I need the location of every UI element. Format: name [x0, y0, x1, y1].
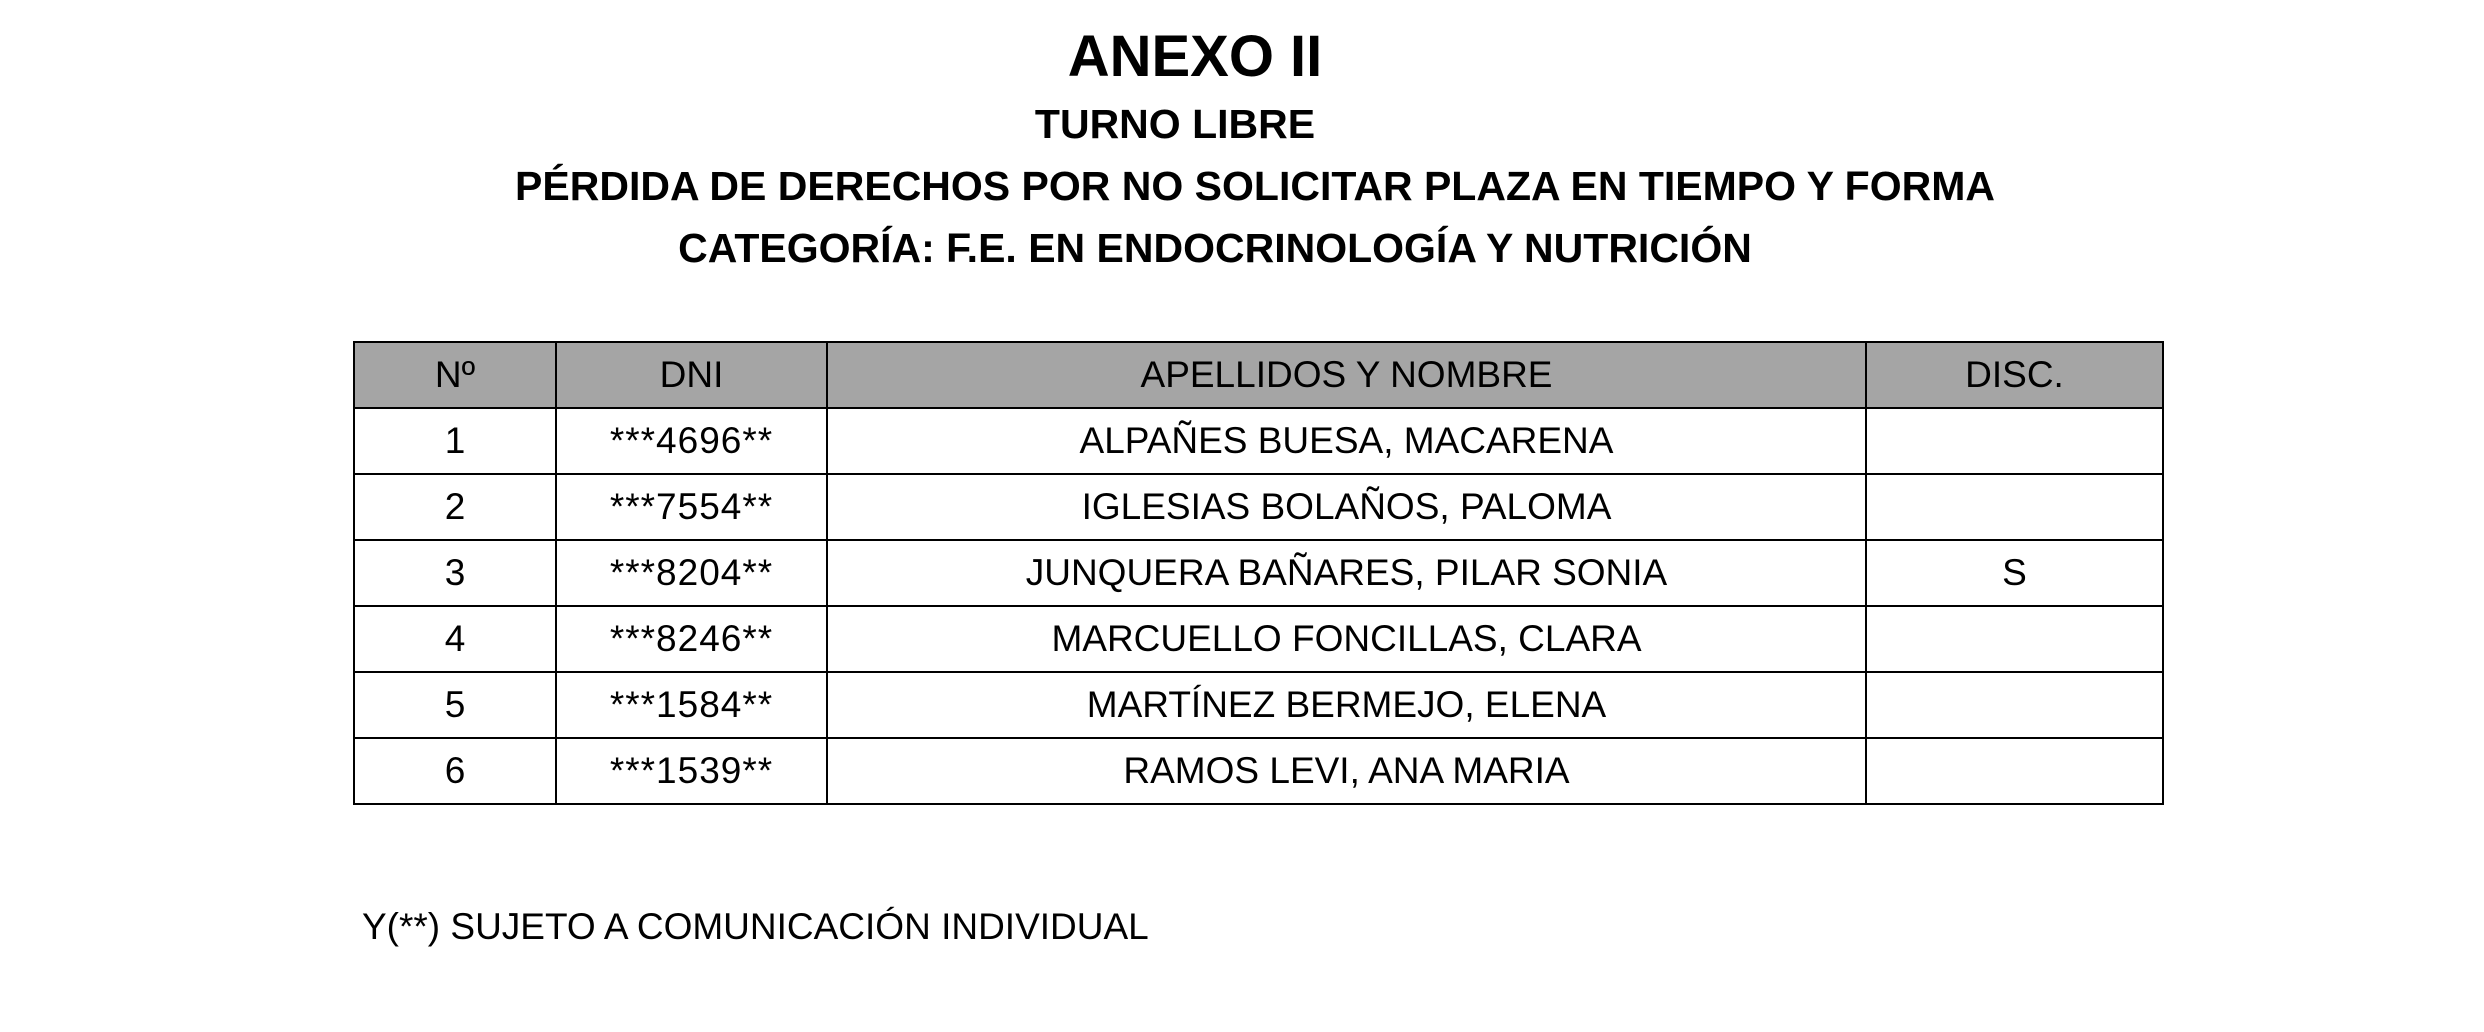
cell-disc — [1866, 606, 2163, 672]
column-header-num: Nº — [354, 342, 556, 408]
cell-dni: ***4696** — [556, 408, 827, 474]
cell-num: 2 — [354, 474, 556, 540]
motivo-subtitle: PÉRDIDA DE DERECHOS POR NO SOLICITAR PLAZA EN TIEMPO Y FORMA — [515, 163, 1995, 209]
footnote: Y(**) SUJETO A COMUNICACIÓN INDIVIDUAL — [362, 906, 1149, 947]
table-row — [354, 540, 2163, 606]
cell-dni: ***1539** — [556, 738, 827, 804]
cell-nombre: ALPAÑES BUESA, MACARENA — [827, 408, 1866, 474]
cell-disc: S — [1866, 540, 2163, 606]
cell-num: 4 — [354, 606, 556, 672]
column-header-nombre: APELLIDOS Y NOMBRE — [827, 342, 1866, 408]
cell-disc — [1866, 474, 2163, 540]
cell-nombre: MARCUELLO FONCILLAS, CLARA — [827, 606, 1866, 672]
cell-disc — [1866, 408, 2163, 474]
categoria-subtitle: CATEGORÍA: F.E. EN ENDOCRINOLOGÍA Y NUTRICIÓN — [678, 225, 1752, 271]
document-title: ANEXO II — [1067, 24, 1323, 89]
cell-num: 3 — [354, 540, 556, 606]
listado-table — [353, 341, 2164, 805]
table-row — [354, 606, 2163, 672]
cell-num: 5 — [354, 672, 556, 738]
column-header-dni: DNI — [556, 342, 827, 408]
cell-dni: ***8204** — [556, 540, 827, 606]
table-header-row — [354, 342, 2163, 408]
cell-dni: ***8246** — [556, 606, 827, 672]
table-row — [354, 672, 2163, 738]
cell-disc — [1866, 672, 2163, 738]
cell-nombre: MARTÍNEZ BERMEJO, ELENA — [827, 672, 1866, 738]
cell-dni: ***7554** — [556, 474, 827, 540]
cell-dni: ***1584** — [556, 672, 827, 738]
cell-nombre: JUNQUERA BAÑARES, PILAR SONIA — [827, 540, 1866, 606]
column-header-disc: DISC. — [1866, 342, 2163, 408]
cell-disc — [1866, 738, 2163, 804]
cell-nombre: RAMOS LEVI, ANA MARIA — [827, 738, 1866, 804]
table-row — [354, 474, 2163, 540]
cell-num: 1 — [354, 408, 556, 474]
table-row — [354, 738, 2163, 804]
turno-subtitle: TURNO LIBRE — [1034, 101, 1316, 147]
cell-nombre: IGLESIAS BOLAÑOS, PALOMA — [827, 474, 1866, 540]
table-row — [354, 408, 2163, 474]
cell-num: 6 — [354, 738, 556, 804]
